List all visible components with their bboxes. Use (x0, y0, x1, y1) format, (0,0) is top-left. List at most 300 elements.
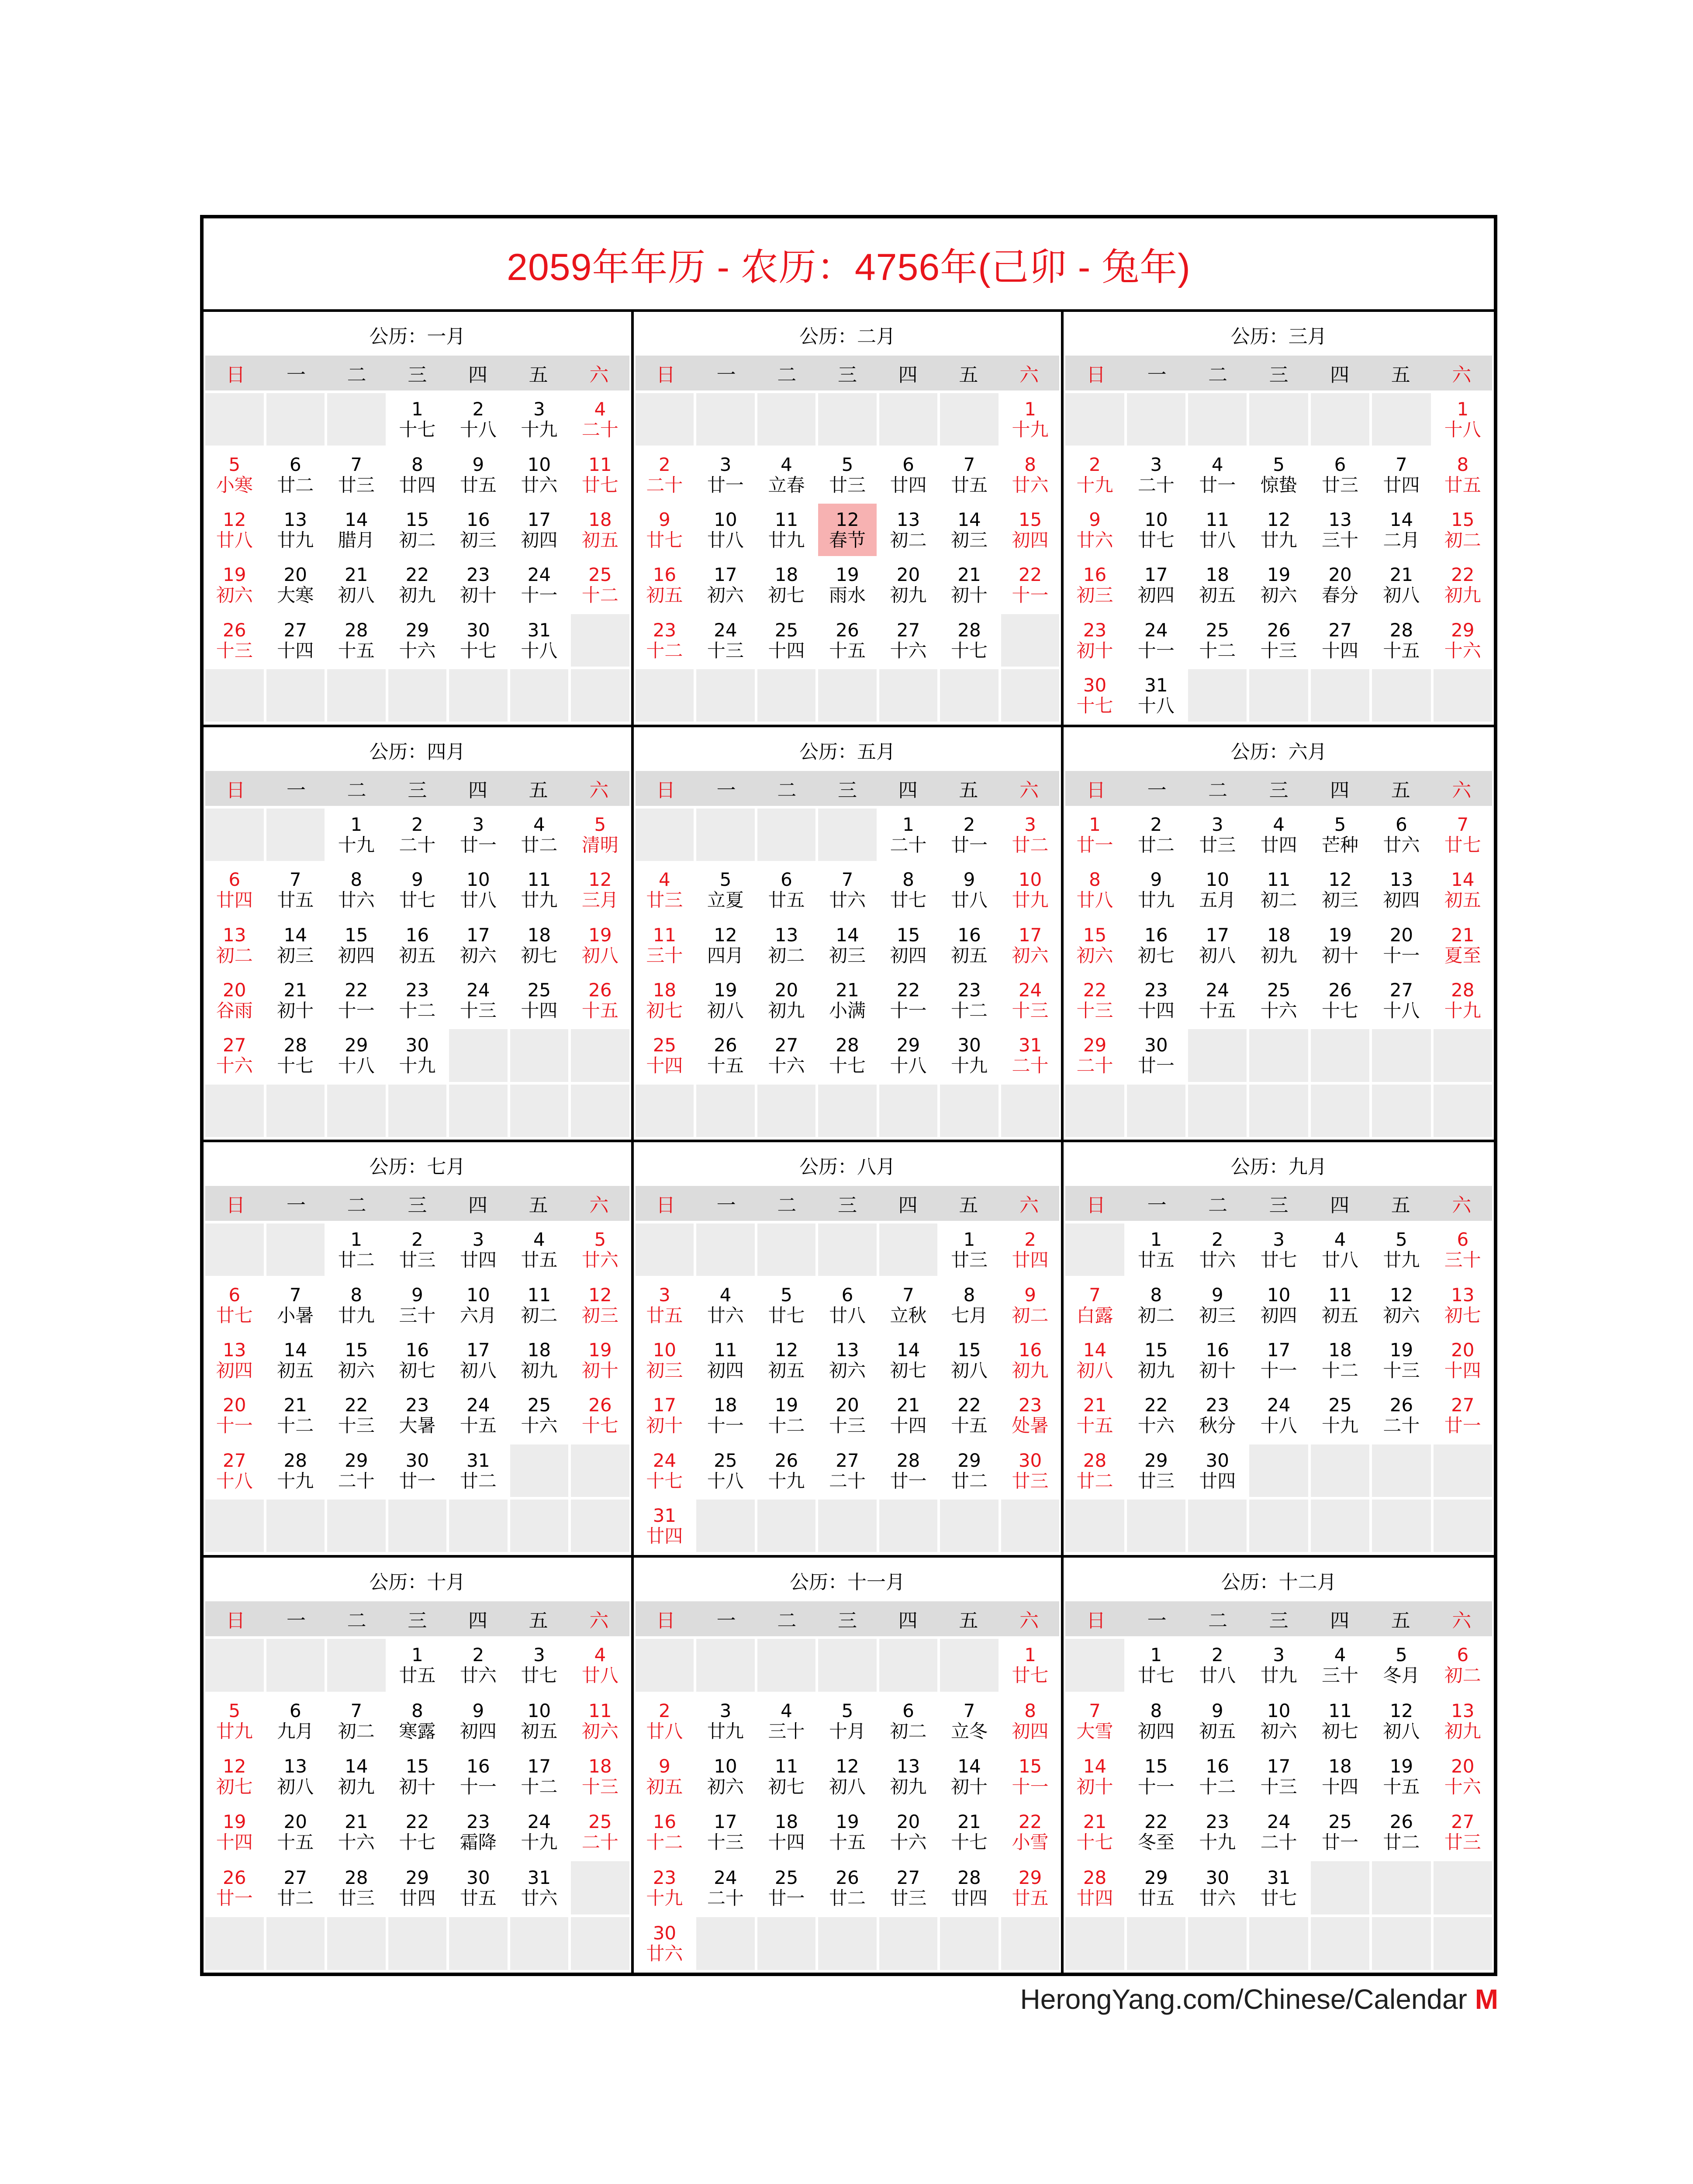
day-cell[interactable] (449, 504, 508, 556)
day-cell[interactable] (1372, 1806, 1430, 1859)
day-cell[interactable] (1127, 1334, 1185, 1386)
day-cell[interactable] (1372, 1223, 1430, 1276)
day-cell[interactable] (1434, 504, 1492, 556)
day-cell[interactable] (205, 559, 264, 611)
day-cell[interactable] (879, 504, 938, 556)
day-cell[interactable] (327, 864, 386, 916)
day-cell[interactable] (1127, 504, 1185, 556)
day-cell[interactable] (327, 1029, 386, 1082)
day-cell[interactable] (571, 1639, 629, 1692)
day-cell[interactable] (571, 1806, 629, 1859)
day-cell[interactable] (1434, 1806, 1492, 1859)
day-cell[interactable] (388, 559, 447, 611)
day-cell[interactable] (636, 1694, 694, 1747)
day-cell[interactable] (636, 919, 694, 971)
day-cell[interactable] (940, 1334, 999, 1386)
day-cell[interactable] (696, 504, 755, 556)
day-cell[interactable] (266, 559, 325, 611)
day-cell[interactable] (205, 1389, 264, 1441)
day-cell[interactable] (757, 614, 816, 667)
day-cell[interactable] (1434, 1750, 1492, 1803)
day-cell[interactable] (1188, 1806, 1247, 1859)
day-cell[interactable] (1065, 504, 1124, 556)
day-cell[interactable] (1249, 1806, 1308, 1859)
day-cell[interactable] (636, 448, 694, 501)
day-cell[interactable] (696, 1334, 755, 1386)
day-cell[interactable] (1065, 919, 1124, 971)
day-cell[interactable] (205, 1444, 264, 1497)
day-cell[interactable] (696, 1029, 755, 1082)
day-cell[interactable] (327, 1861, 386, 1914)
day-cell[interactable] (571, 559, 629, 611)
day-cell[interactable] (1434, 1279, 1492, 1331)
day-cell[interactable] (510, 1750, 569, 1803)
day-cell[interactable] (1127, 1029, 1185, 1082)
day-cell[interactable] (1001, 448, 1060, 501)
day-cell[interactable] (940, 1279, 999, 1331)
day-cell[interactable] (388, 1806, 447, 1859)
day-cell[interactable] (205, 974, 264, 1026)
day-cell[interactable] (757, 1029, 816, 1082)
day-cell[interactable] (1188, 919, 1247, 971)
day-cell[interactable] (1188, 1279, 1247, 1331)
day-cell[interactable] (327, 1389, 386, 1441)
day-cell[interactable] (205, 1334, 264, 1386)
day-cell[interactable] (1249, 1750, 1308, 1803)
day-cell[interactable] (879, 1861, 938, 1914)
day-cell[interactable] (757, 504, 816, 556)
day-cell[interactable] (696, 1389, 755, 1441)
day-cell[interactable] (1127, 448, 1185, 501)
day-cell[interactable] (571, 1223, 629, 1276)
day-cell[interactable] (636, 504, 694, 556)
day-cell[interactable] (1127, 1389, 1185, 1441)
day-cell[interactable] (1001, 864, 1060, 916)
day-cell[interactable] (266, 1279, 325, 1331)
day-cell[interactable] (571, 809, 629, 861)
day-cell[interactable] (818, 559, 877, 611)
day-cell[interactable] (1065, 669, 1124, 722)
day-cell[interactable] (636, 864, 694, 916)
day-cell[interactable] (940, 864, 999, 916)
day-cell[interactable] (1434, 809, 1492, 861)
day-cell[interactable] (818, 614, 877, 667)
day-cell[interactable] (1127, 809, 1185, 861)
day-cell[interactable] (1434, 1223, 1492, 1276)
day-cell[interactable] (1311, 1334, 1369, 1386)
day-cell[interactable] (1434, 1389, 1492, 1441)
day-cell[interactable] (510, 614, 569, 667)
day-cell[interactable] (449, 448, 508, 501)
day-cell[interactable] (1188, 1389, 1247, 1441)
day-cell[interactable] (1188, 559, 1247, 611)
day-cell[interactable] (266, 504, 325, 556)
day-cell[interactable] (879, 1334, 938, 1386)
day-cell[interactable] (1188, 1639, 1247, 1692)
day-cell[interactable] (388, 974, 447, 1026)
day-cell[interactable] (1001, 1279, 1060, 1331)
day-cell[interactable] (327, 809, 386, 861)
day-cell[interactable] (1249, 864, 1308, 916)
day-cell[interactable] (327, 1334, 386, 1386)
day-cell[interactable] (510, 974, 569, 1026)
day-cell[interactable] (696, 1861, 755, 1914)
day-cell[interactable] (1311, 1223, 1369, 1276)
day-cell[interactable] (388, 1389, 447, 1441)
day-cell[interactable] (449, 1444, 508, 1497)
day-cell[interactable] (1127, 1639, 1185, 1692)
day-cell[interactable] (1127, 974, 1185, 1026)
day-cell[interactable] (327, 1444, 386, 1497)
day-cell[interactable] (449, 1334, 508, 1386)
day-cell[interactable] (510, 559, 569, 611)
day-cell[interactable] (1249, 559, 1308, 611)
day-cell[interactable] (388, 393, 447, 446)
day-cell[interactable] (1372, 1334, 1430, 1386)
day-cell[interactable] (1065, 1029, 1124, 1082)
day-cell[interactable] (818, 1279, 877, 1331)
day-cell[interactable] (1065, 974, 1124, 1026)
day-cell[interactable] (1188, 614, 1247, 667)
day-cell[interactable] (571, 1279, 629, 1331)
day-cell[interactable] (636, 614, 694, 667)
day-cell[interactable] (1127, 1806, 1185, 1859)
day-cell[interactable] (1434, 1639, 1492, 1692)
day-cell[interactable] (1001, 1223, 1060, 1276)
day-cell[interactable] (757, 1806, 816, 1859)
day-cell[interactable] (571, 1334, 629, 1386)
day-cell[interactable] (1127, 1861, 1185, 1914)
day-cell[interactable] (449, 919, 508, 971)
day-cell[interactable] (1127, 559, 1185, 611)
day-cell[interactable] (940, 919, 999, 971)
day-cell[interactable] (1311, 1279, 1369, 1331)
day-cell[interactable] (1127, 864, 1185, 916)
day-cell[interactable] (510, 1389, 569, 1441)
day-cell[interactable] (636, 974, 694, 1026)
day-cell[interactable] (636, 1500, 694, 1552)
day-cell[interactable] (388, 1029, 447, 1082)
day-cell[interactable] (571, 1694, 629, 1747)
day-cell[interactable] (818, 1861, 877, 1914)
day-cell[interactable] (449, 614, 508, 667)
day-cell[interactable] (510, 1334, 569, 1386)
day-cell[interactable] (1065, 864, 1124, 916)
day-cell[interactable] (940, 1861, 999, 1914)
day-cell[interactable] (1372, 1389, 1430, 1441)
day-cell[interactable] (1434, 614, 1492, 667)
day-cell[interactable] (266, 864, 325, 916)
day-cell[interactable] (1372, 614, 1430, 667)
day-cell[interactable] (1127, 1750, 1185, 1803)
day-cell[interactable] (388, 864, 447, 916)
day-cell[interactable] (757, 1279, 816, 1331)
day-cell[interactable] (1372, 1750, 1430, 1803)
day-cell[interactable] (879, 448, 938, 501)
day-cell[interactable] (940, 974, 999, 1026)
day-cell[interactable] (1372, 504, 1430, 556)
day-cell[interactable] (940, 504, 999, 556)
day-cell[interactable] (571, 504, 629, 556)
day-cell[interactable] (1372, 448, 1430, 501)
day-cell[interactable] (1001, 919, 1060, 971)
day-cell[interactable] (327, 448, 386, 501)
day-cell[interactable] (1188, 504, 1247, 556)
day-cell[interactable] (1127, 669, 1185, 722)
day-cell[interactable] (1311, 809, 1369, 861)
day-cell[interactable] (1188, 448, 1247, 501)
day-cell[interactable] (1372, 809, 1430, 861)
day-cell[interactable] (1188, 1750, 1247, 1803)
day-cell[interactable] (636, 1444, 694, 1497)
day-cell[interactable] (449, 1223, 508, 1276)
day-cell[interactable] (266, 974, 325, 1026)
day-cell[interactable] (571, 393, 629, 446)
day-cell[interactable] (1001, 1029, 1060, 1082)
day-cell[interactable] (1065, 1334, 1124, 1386)
day-cell[interactable] (388, 504, 447, 556)
day-cell[interactable] (757, 1861, 816, 1914)
day-cell[interactable] (1065, 1389, 1124, 1441)
day-cell[interactable] (818, 1750, 877, 1803)
day-cell[interactable] (449, 864, 508, 916)
day-cell[interactable] (1311, 448, 1369, 501)
day-cell[interactable] (1434, 974, 1492, 1026)
day-cell[interactable] (1001, 504, 1060, 556)
day-cell[interactable] (449, 809, 508, 861)
day-cell[interactable] (449, 559, 508, 611)
day-cell[interactable] (757, 1389, 816, 1441)
day-cell[interactable] (1188, 1694, 1247, 1747)
day-cell[interactable] (1188, 1861, 1247, 1914)
day-cell[interactable] (1065, 1279, 1124, 1331)
day-cell[interactable] (510, 1694, 569, 1747)
day-cell[interactable] (205, 1861, 264, 1914)
day-cell[interactable] (757, 1750, 816, 1803)
day-cell[interactable] (1311, 864, 1369, 916)
day-cell[interactable] (510, 448, 569, 501)
day-cell[interactable] (818, 974, 877, 1026)
day-cell[interactable] (1127, 1223, 1185, 1276)
day-cell[interactable] (757, 448, 816, 501)
day-cell[interactable] (510, 864, 569, 916)
day-cell[interactable] (1001, 1444, 1060, 1497)
day-cell[interactable] (510, 1861, 569, 1914)
day-cell[interactable] (1065, 614, 1124, 667)
day-cell[interactable] (388, 919, 447, 971)
day-cell[interactable] (757, 919, 816, 971)
day-cell[interactable] (1311, 1389, 1369, 1441)
day-cell[interactable] (1188, 1223, 1247, 1276)
day-cell[interactable] (388, 1861, 447, 1914)
day-cell[interactable] (1065, 809, 1124, 861)
day-cell[interactable] (266, 1029, 325, 1082)
day-cell[interactable] (757, 864, 816, 916)
day-cell[interactable] (879, 1694, 938, 1747)
day-cell[interactable] (696, 974, 755, 1026)
day-cell[interactable] (696, 614, 755, 667)
day-cell[interactable] (879, 1444, 938, 1497)
day-cell[interactable] (388, 1279, 447, 1331)
day-cell[interactable] (510, 1639, 569, 1692)
day-cell[interactable] (696, 1750, 755, 1803)
day-cell[interactable] (1311, 1694, 1369, 1747)
day-cell[interactable] (1434, 919, 1492, 971)
day-cell[interactable] (205, 1694, 264, 1747)
footer-link[interactable]: HerongYang.com/Chinese/Calendar (1020, 1984, 1467, 2015)
day-cell[interactable] (1249, 919, 1308, 971)
day-cell[interactable] (818, 1806, 877, 1859)
day-cell[interactable] (1001, 1861, 1060, 1914)
day-cell[interactable] (879, 1389, 938, 1441)
day-cell[interactable] (1249, 809, 1308, 861)
day-cell[interactable] (1434, 393, 1492, 446)
day-cell[interactable] (1311, 1639, 1369, 1692)
day-cell[interactable] (696, 864, 755, 916)
day-cell[interactable] (1249, 1223, 1308, 1276)
day-cell[interactable] (1001, 1694, 1060, 1747)
day-cell[interactable] (1065, 1750, 1124, 1803)
day-cell[interactable] (1001, 1389, 1060, 1441)
day-cell[interactable] (879, 864, 938, 916)
day-cell[interactable] (1249, 1861, 1308, 1914)
day-cell[interactable] (636, 1806, 694, 1859)
day-cell[interactable] (266, 1750, 325, 1803)
day-cell[interactable] (879, 1279, 938, 1331)
day-cell[interactable] (1311, 919, 1369, 971)
day-cell[interactable] (696, 1444, 755, 1497)
day-cell[interactable] (266, 1334, 325, 1386)
day-cell[interactable] (449, 974, 508, 1026)
day-cell[interactable] (1372, 1694, 1430, 1747)
day-cell[interactable] (1311, 974, 1369, 1026)
day-cell[interactable] (636, 1750, 694, 1803)
day-cell[interactable] (940, 1444, 999, 1497)
day-cell[interactable] (327, 504, 386, 556)
day-cell[interactable] (818, 1389, 877, 1441)
day-cell[interactable] (696, 448, 755, 501)
day-cell[interactable] (327, 974, 386, 1026)
day-cell[interactable] (1127, 1694, 1185, 1747)
day-cell[interactable] (1127, 1444, 1185, 1497)
day-cell[interactable] (1249, 614, 1308, 667)
day-cell[interactable] (1001, 974, 1060, 1026)
day-cell[interactable] (940, 1223, 999, 1276)
day-cell[interactable] (879, 559, 938, 611)
day-cell[interactable] (696, 1694, 755, 1747)
day-cell[interactable] (1249, 974, 1308, 1026)
day-cell[interactable] (879, 919, 938, 971)
day-cell[interactable] (879, 974, 938, 1026)
day-cell[interactable] (205, 614, 264, 667)
day-cell[interactable] (388, 809, 447, 861)
day-cell[interactable] (327, 1279, 386, 1331)
day-cell[interactable] (879, 614, 938, 667)
day-cell[interactable] (327, 1806, 386, 1859)
day-cell[interactable] (818, 1029, 877, 1082)
day-cell[interactable] (510, 809, 569, 861)
day-cell[interactable] (327, 1694, 386, 1747)
day-cell[interactable] (940, 448, 999, 501)
day-cell[interactable] (940, 809, 999, 861)
day-cell[interactable] (388, 614, 447, 667)
day-cell[interactable] (388, 1639, 447, 1692)
day-cell[interactable] (1372, 864, 1430, 916)
day-cell[interactable] (327, 919, 386, 971)
day-cell[interactable] (696, 1279, 755, 1331)
day-cell[interactable] (266, 1861, 325, 1914)
day-cell[interactable] (636, 1334, 694, 1386)
day-cell[interactable] (1249, 504, 1308, 556)
day-cell[interactable] (1372, 559, 1430, 611)
day-cell[interactable] (1065, 559, 1124, 611)
day-cell[interactable] (510, 1279, 569, 1331)
day-cell[interactable] (636, 559, 694, 611)
day-cell[interactable] (1311, 1806, 1369, 1859)
day-cell[interactable] (510, 393, 569, 446)
day-cell[interactable] (205, 448, 264, 501)
day-cell[interactable] (1311, 1750, 1369, 1803)
day-cell[interactable] (266, 1694, 325, 1747)
day-cell[interactable] (571, 1750, 629, 1803)
day-cell[interactable] (1188, 809, 1247, 861)
day-cell[interactable] (449, 393, 508, 446)
day-cell[interactable] (1249, 1389, 1308, 1441)
day-cell[interactable] (757, 559, 816, 611)
day-cell[interactable] (1249, 1279, 1308, 1331)
day-cell[interactable] (1249, 448, 1308, 501)
day-cell[interactable] (879, 1750, 938, 1803)
day-cell[interactable] (327, 1750, 386, 1803)
day-cell[interactable] (1188, 974, 1247, 1026)
day-cell[interactable] (818, 864, 877, 916)
day-cell[interactable] (266, 448, 325, 501)
day-cell[interactable] (879, 1029, 938, 1082)
day-cell[interactable] (205, 1029, 264, 1082)
day-cell[interactable] (388, 1750, 447, 1803)
day-cell[interactable] (1311, 614, 1369, 667)
day-cell[interactable] (571, 919, 629, 971)
day-cell[interactable] (1188, 1334, 1247, 1386)
day-cell[interactable] (940, 1694, 999, 1747)
day-cell[interactable] (449, 1279, 508, 1331)
day-cell[interactable] (1065, 448, 1124, 501)
day-cell[interactable] (636, 1029, 694, 1082)
day-cell[interactable] (757, 1334, 816, 1386)
day-cell[interactable] (818, 1444, 877, 1497)
day-cell[interactable] (1434, 1694, 1492, 1747)
day-cell[interactable] (388, 1694, 447, 1747)
day-cell[interactable] (1372, 974, 1430, 1026)
day-cell[interactable] (879, 1806, 938, 1859)
day-cell[interactable] (266, 1806, 325, 1859)
day-cell[interactable] (1001, 1750, 1060, 1803)
day-cell[interactable] (636, 1389, 694, 1441)
day-cell[interactable] (1434, 448, 1492, 501)
day-cell[interactable] (818, 504, 877, 556)
day-cell[interactable] (1311, 504, 1369, 556)
day-cell[interactable] (266, 1389, 325, 1441)
day-cell[interactable] (1249, 1334, 1308, 1386)
day-cell[interactable] (205, 1750, 264, 1803)
day-cell[interactable] (327, 559, 386, 611)
day-cell[interactable] (818, 448, 877, 501)
day-cell[interactable] (757, 1694, 816, 1747)
day-cell[interactable] (818, 1694, 877, 1747)
day-cell[interactable] (696, 919, 755, 971)
day-cell[interactable] (1001, 559, 1060, 611)
day-cell[interactable] (388, 1223, 447, 1276)
